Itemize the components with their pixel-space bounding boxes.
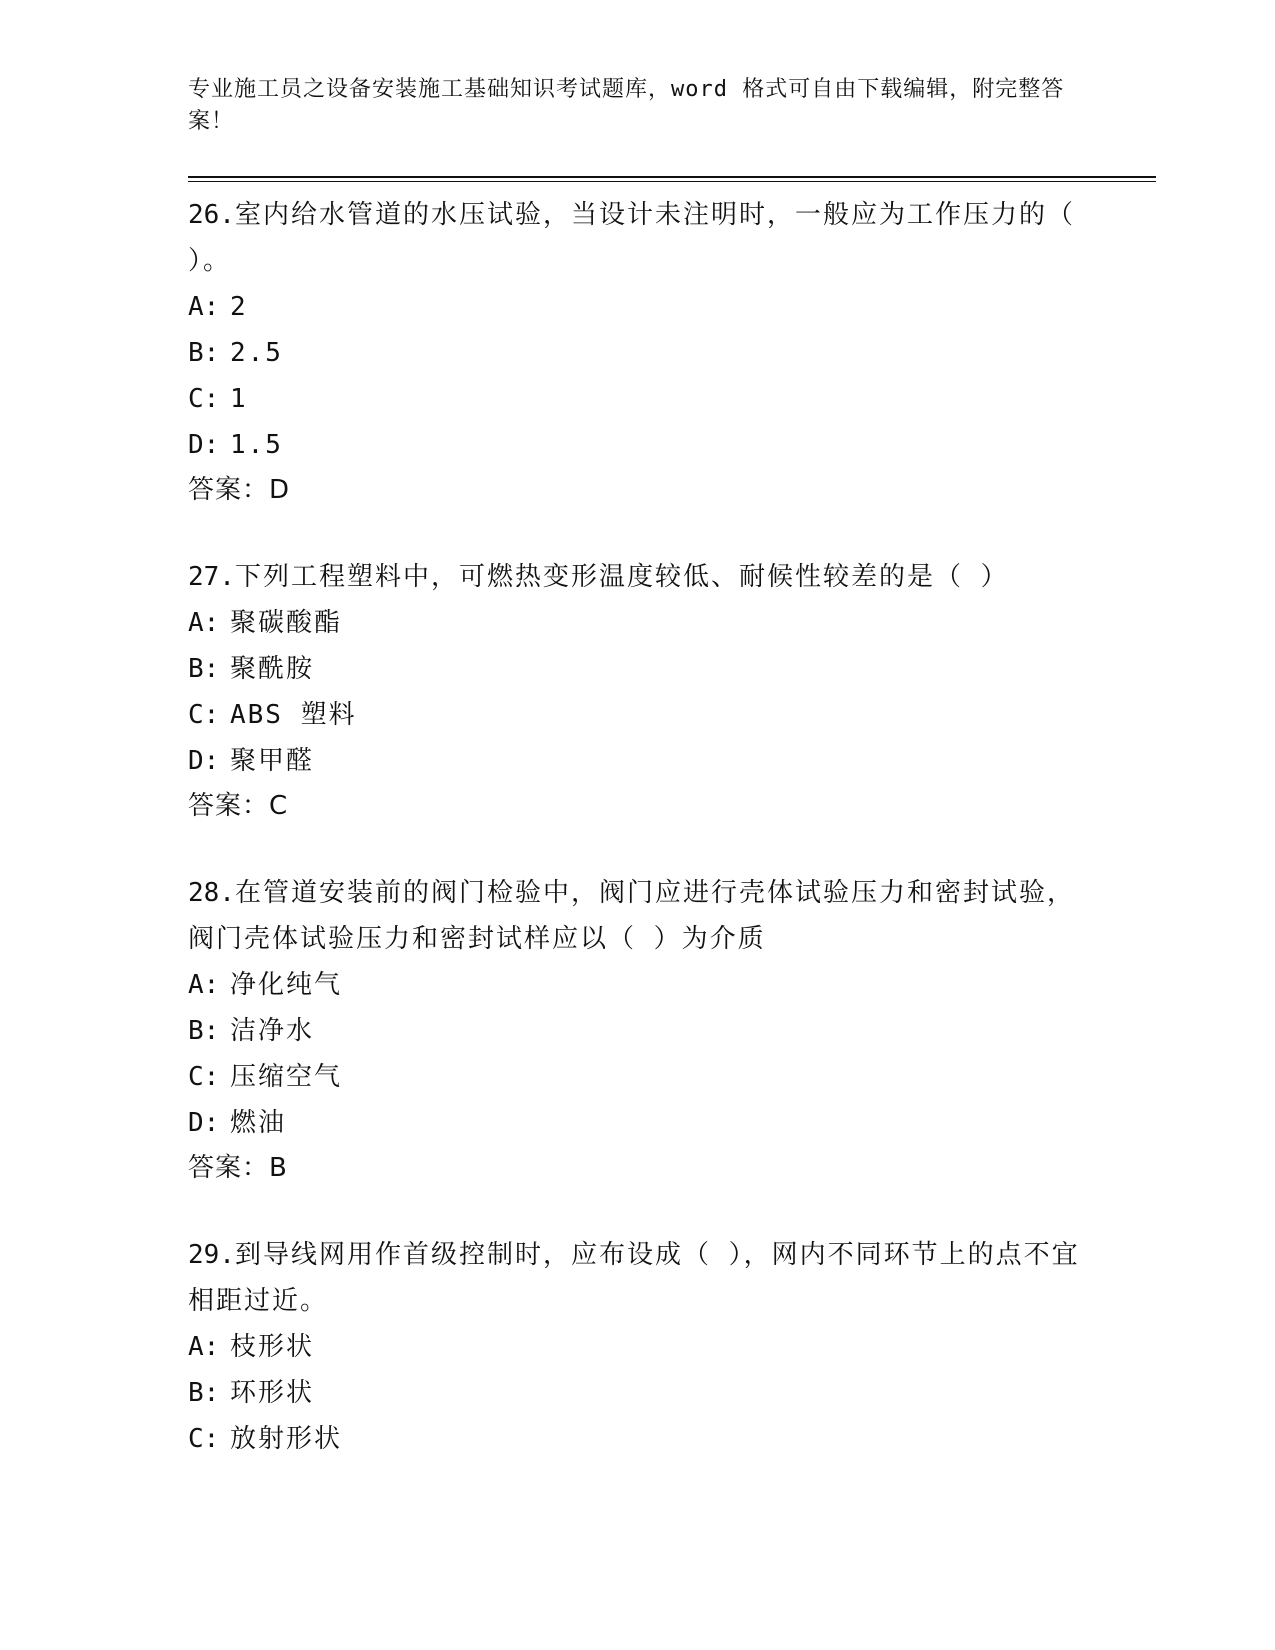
option-text: 枝形状 — [230, 1332, 315, 1362]
option-text: 聚酰胺 — [230, 654, 315, 684]
option-key: B: — [188, 338, 220, 368]
answer-line: 答案：B — [188, 1153, 288, 1183]
option-b — [188, 1008, 1088, 1054]
option-text: 1 — [230, 384, 248, 414]
option-key: A: — [188, 970, 220, 1000]
option-d — [188, 422, 1088, 468]
option-text: 环形状 — [230, 1378, 315, 1408]
question-26 — [188, 192, 1088, 512]
question-number: 26. — [188, 200, 235, 230]
option-a — [188, 284, 1088, 330]
option-c — [188, 1054, 1088, 1100]
option-text: 燃油 — [230, 1108, 287, 1138]
option-key: C: — [188, 700, 220, 730]
option-key: C: — [188, 384, 220, 414]
option-text: 聚碳酸酯 — [230, 608, 343, 638]
question-text: 室内给水管道的水压试验，当设计未注明时，一般应为工作压力的（ ）。 — [188, 200, 1075, 276]
option-c — [188, 376, 1088, 422]
option-key: B: — [188, 1016, 220, 1046]
option-a — [188, 962, 1088, 1008]
question-text: 在管道安装前的阀门检验中，阀门应进行壳体试验压力和密封试验，阀门壳体试验压力和密封试样应以（ ）为介质 — [188, 878, 1075, 954]
option-key: D: — [188, 1108, 220, 1138]
option-text: 压缩空气 — [230, 1062, 343, 1092]
option-b — [188, 646, 1088, 692]
option-text: 1.5 — [230, 430, 283, 460]
option-a — [188, 1324, 1088, 1370]
question-28 — [188, 870, 1088, 1190]
option-text: ABS 塑料 — [230, 700, 357, 730]
option-text: 2 — [230, 292, 248, 322]
option-c — [188, 1416, 1088, 1462]
question-list — [188, 192, 1088, 1504]
option-key: A: — [188, 608, 220, 638]
question-29 — [188, 1232, 1088, 1462]
option-text: 放射形状 — [230, 1424, 343, 1454]
option-b — [188, 1370, 1088, 1416]
question-27 — [188, 554, 1088, 828]
option-text: 净化纯气 — [230, 970, 343, 1000]
question-text: 下列工程塑料中，可燃热变形温度较低、耐候性较差的是（ ） — [234, 562, 1009, 592]
option-text: 洁净水 — [230, 1016, 315, 1046]
option-text: 2.5 — [230, 338, 283, 368]
option-key: B: — [188, 654, 220, 684]
question-stem — [188, 870, 1088, 962]
header-text: 专业施工员之设备安装施工基础知识考试题库，word 格式可自由下载编辑，附完整答案！ — [188, 77, 1065, 134]
header-divider-thin — [188, 181, 1156, 182]
option-c — [188, 692, 1088, 738]
document-header — [188, 74, 1068, 138]
option-key: C: — [188, 1062, 220, 1092]
question-number: 28. — [188, 878, 235, 908]
option-d — [188, 1100, 1088, 1146]
option-key: D: — [188, 430, 220, 460]
question-number: 29. — [188, 1240, 235, 1270]
option-text: 聚甲醛 — [230, 746, 315, 776]
option-b — [188, 330, 1088, 376]
question-stem — [188, 554, 1088, 600]
answer-line: 答案：D — [188, 475, 291, 505]
option-key: A: — [188, 292, 220, 322]
header-divider-thick — [188, 176, 1156, 178]
question-stem — [188, 1232, 1088, 1324]
option-key: C: — [188, 1424, 220, 1454]
option-key: B: — [188, 1378, 220, 1408]
option-key: D: — [188, 746, 220, 776]
answer-line: 答案：C — [188, 791, 289, 821]
question-stem — [188, 192, 1088, 284]
option-d — [188, 738, 1088, 784]
option-key: A: — [188, 1332, 220, 1362]
question-text: 到导线网用作首级控制时，应布设成（ ），网内不同环节上的点不宜相距过近。 — [188, 1240, 1080, 1316]
option-a — [188, 600, 1088, 646]
question-number: 27. — [188, 562, 235, 592]
